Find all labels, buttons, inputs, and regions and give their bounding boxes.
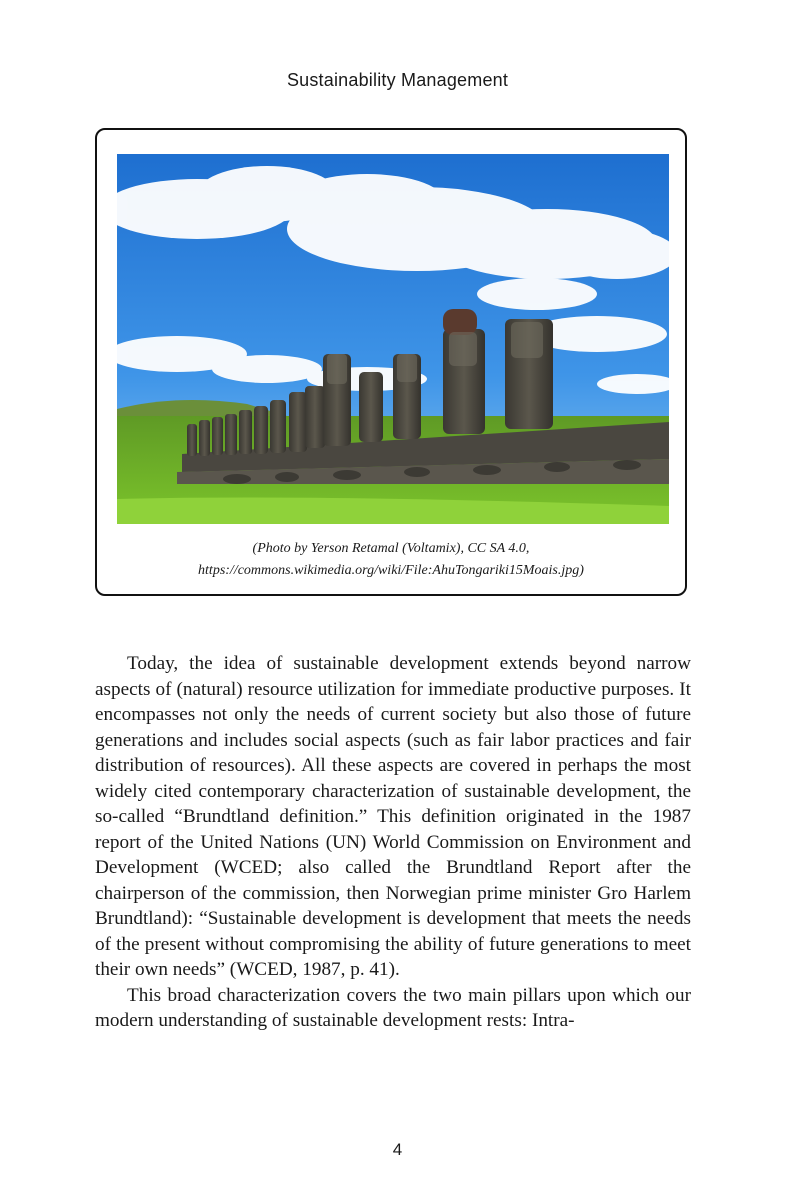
paragraph: This broad characterization covers the two main pillars upon which our modern understanding of sustainable development rests: Intra- xyxy=(95,984,691,1031)
paragraph: Today, the idea of sustainable development extends beyond narrow aspects of (natural) resource utilization for immediate productive purposes. It encompasses not only the needs of current society but also those of future generations and includes social aspects (such as fair labor practices and fair distribution of resources). All these aspects are covered in perhaps the most widely cited contemporary characterization of sustainable development, the so-called “Brundtland definition.” This definition originated in the 1987 report of the United Nations (UN) World Commission on Environment and Development (WCED; also called the Brundtland Report after the chairperson of the commission, then Norwegian prime minister Gro Harlem Brundtland): “Sustainable development is development that meets the needs of the present without compromising the ability of future generations to meet their own needs” (WCED, 1987, p. 41). xyxy=(95,653,691,980)
running-head: Sustainability Management xyxy=(286,70,509,90)
caption-line-2: https://commons.wikimedia.org/wiki/File:AhuTongariki15Moais.jpg) xyxy=(198,563,584,578)
page-number: 4 xyxy=(392,1140,403,1159)
caption-line-1: (Photo by Yerson Retamal (Voltamix), CC SA 4.0, xyxy=(252,541,530,556)
figure-caption xyxy=(97,538,685,582)
moai-photo xyxy=(117,154,669,524)
figure-frame xyxy=(95,128,687,596)
body-text xyxy=(95,651,691,1034)
